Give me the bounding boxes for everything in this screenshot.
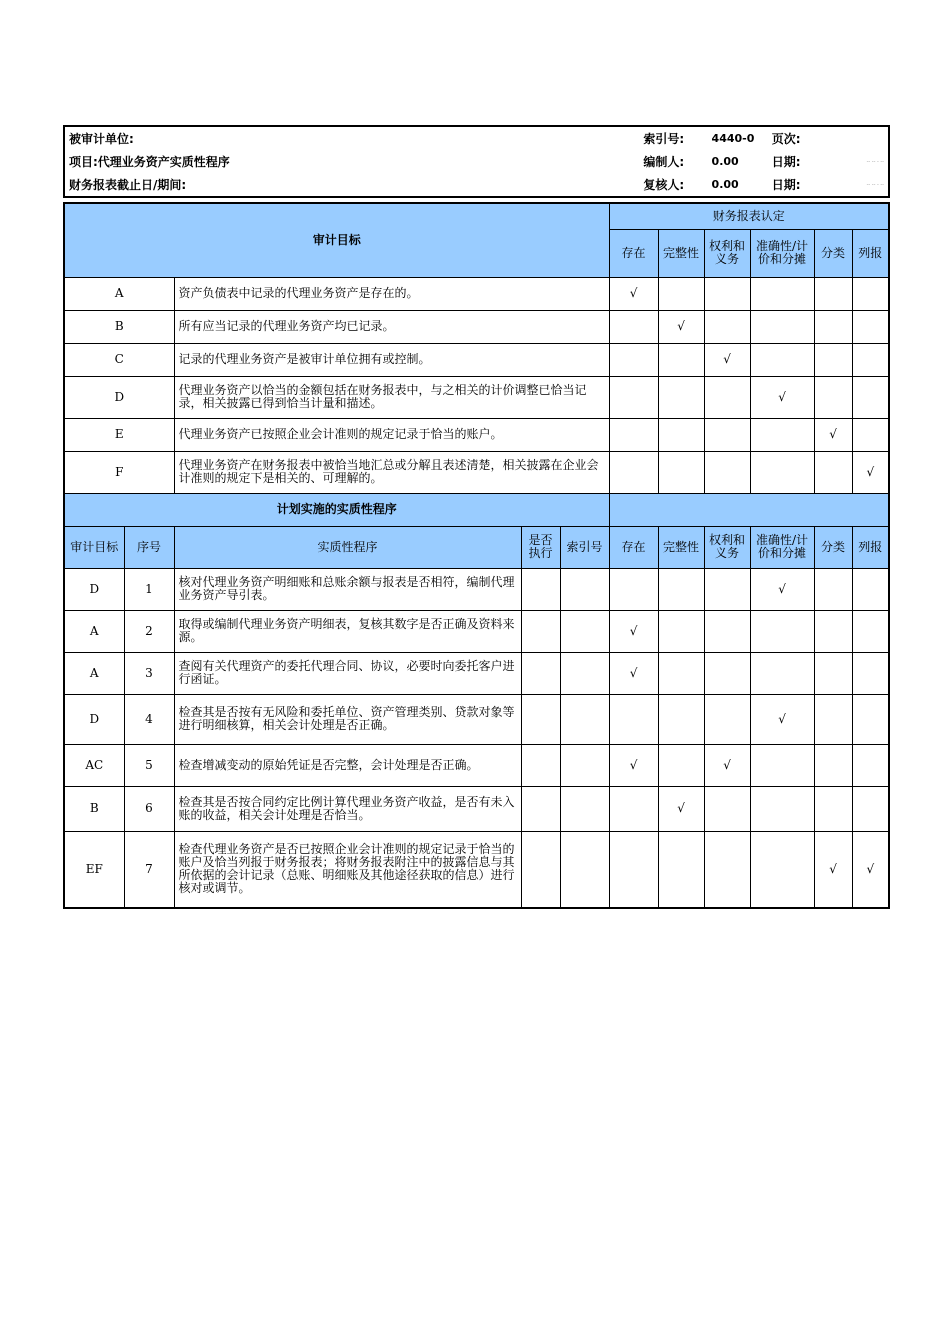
check-mark (609, 568, 658, 610)
reviewer-label: 复核人: (643, 178, 685, 192)
check-mark (852, 277, 889, 310)
check-mark (750, 786, 814, 831)
check-mark (814, 786, 852, 831)
procedure-row (64, 652, 889, 694)
check-mark (814, 652, 852, 694)
executed-cell[interactable] (521, 610, 560, 652)
check-mark (658, 277, 704, 310)
procedure-seq: 5 (124, 744, 174, 786)
objective-row (64, 277, 889, 310)
check-mark (750, 451, 814, 493)
procedure-row (64, 831, 889, 908)
assertion-header: 列报 (852, 526, 889, 568)
assertion-header: 存在 (609, 526, 658, 568)
workpaper-sheet (63, 125, 890, 909)
check-mark: √ (814, 831, 852, 908)
review-date-value: -- -- - -- (866, 181, 884, 188)
check-mark: √ (609, 652, 658, 694)
objective-text: 资产负债表中记录的代理业务资产是存在的。 (174, 277, 609, 310)
check-mark (704, 418, 750, 451)
check-mark (750, 310, 814, 343)
check-mark (609, 786, 658, 831)
executed-cell[interactable] (521, 831, 560, 908)
check-mark (814, 694, 852, 744)
check-mark (658, 418, 704, 451)
objective-code: A (64, 277, 174, 310)
check-mark (704, 694, 750, 744)
assertion-header: 完整性 (658, 526, 704, 568)
check-mark (814, 376, 852, 418)
procedure-row (64, 568, 889, 610)
check-mark (814, 310, 852, 343)
check-mark (658, 744, 704, 786)
procedure-text: 检查增减变动的原始凭证是否完整，会计处理是否正确。 (174, 744, 521, 786)
procedures-heading: 计划实施的实质性程序 (64, 493, 609, 526)
procedure-text: 取得或编制代理业务资产明细表，复核其数字是否正确及资料来源。 (174, 610, 521, 652)
check-mark (609, 831, 658, 908)
page-label: 页次: (771, 132, 801, 146)
check-mark (704, 652, 750, 694)
check-mark: √ (852, 831, 889, 908)
procedure-text: 检查其是否按合同约定比例计算代理业务资产收益，是否有未入账的收益，相关会计处理是否恰当。 (174, 786, 521, 831)
procedure-objective: B (64, 786, 124, 831)
check-mark (814, 744, 852, 786)
check-mark: √ (704, 744, 750, 786)
check-mark (658, 376, 704, 418)
index-cell[interactable] (560, 831, 609, 908)
executed-cell[interactable] (521, 744, 560, 786)
objective-row (64, 418, 889, 451)
procedure-text: 检查其是否按有无风险和委托单位、资产管理类别、贷款对象等进行明细核算，相关会计处理是否正确。 (174, 694, 521, 744)
assertion-header: 权利和义务 (704, 229, 750, 277)
procedure-text: 核对代理业务资产明细账和总账余额与报表是否相符，编制代理业务资产导引表。 (174, 568, 521, 610)
index-cell[interactable] (560, 744, 609, 786)
assertion-header: 完整性 (658, 229, 704, 277)
date-value: -- -- - -- (866, 158, 884, 165)
objective-code: F (64, 451, 174, 493)
review-date-label: 日期: (771, 178, 801, 192)
procedure-seq: 4 (124, 694, 174, 744)
check-mark (852, 418, 889, 451)
procedure-seq: 3 (124, 652, 174, 694)
check-mark (658, 610, 704, 652)
col-procedure: 实质性程序 (174, 526, 521, 568)
index-cell[interactable] (560, 652, 609, 694)
check-mark (658, 568, 704, 610)
check-mark (704, 786, 750, 831)
check-mark: √ (814, 418, 852, 451)
check-mark (658, 451, 704, 493)
check-mark: √ (750, 694, 814, 744)
assertion-header: 准确性/计价和分摊 (750, 526, 814, 568)
assertion-header: 分类 (814, 229, 852, 277)
procedure-seq: 1 (124, 568, 174, 610)
check-mark (658, 343, 704, 376)
procedure-row (64, 610, 889, 652)
procedure-table (63, 202, 890, 909)
check-mark (750, 418, 814, 451)
check-mark (704, 451, 750, 493)
date-label: 日期: (771, 155, 801, 169)
col-seq: 序号 (124, 526, 174, 568)
check-mark (750, 652, 814, 694)
check-mark (704, 310, 750, 343)
check-mark (750, 277, 814, 310)
objective-row (64, 451, 889, 493)
index-cell[interactable] (560, 694, 609, 744)
project-label: 项目:代理业务资产实质性程序 (69, 155, 230, 169)
procedure-seq: 7 (124, 831, 174, 908)
executed-cell[interactable] (521, 652, 560, 694)
check-mark (704, 277, 750, 310)
procedure-objective: D (64, 568, 124, 610)
objective-code: C (64, 343, 174, 376)
check-mark (750, 831, 814, 908)
objective-code: E (64, 418, 174, 451)
check-mark (750, 343, 814, 376)
assertions-heading: 财务报表认定 (609, 203, 889, 229)
col-executed: 是否执行 (521, 526, 560, 568)
executed-cell[interactable] (521, 568, 560, 610)
check-mark (750, 610, 814, 652)
check-mark (658, 652, 704, 694)
check-mark (852, 652, 889, 694)
check-mark (750, 744, 814, 786)
objective-text: 记录的代理业务资产是被审计单位拥有或控制。 (174, 343, 609, 376)
check-mark (609, 343, 658, 376)
procedure-row (64, 694, 889, 744)
check-mark: √ (750, 568, 814, 610)
check-mark (704, 376, 750, 418)
assertion-header: 准确性/计价和分摊 (750, 229, 814, 277)
check-mark (814, 610, 852, 652)
index-cell[interactable] (560, 568, 609, 610)
procedure-seq: 6 (124, 786, 174, 831)
executed-cell[interactable] (521, 694, 560, 744)
procedure-objective: A (64, 652, 124, 694)
assertion-header: 存在 (609, 229, 658, 277)
objective-text: 代理业务资产已按照企业会计准则的规定记录于恰当的账户。 (174, 418, 609, 451)
check-mark: √ (704, 343, 750, 376)
check-mark (609, 694, 658, 744)
check-mark (852, 568, 889, 610)
objective-row (64, 376, 889, 418)
check-mark (852, 744, 889, 786)
col-index: 索引号 (560, 526, 609, 568)
check-mark (609, 418, 658, 451)
check-mark (814, 451, 852, 493)
preparer-label: 编制人: (643, 155, 685, 169)
check-mark: √ (609, 744, 658, 786)
check-mark (852, 694, 889, 744)
objective-row (64, 310, 889, 343)
check-mark (609, 376, 658, 418)
assertion-header: 权利和义务 (704, 526, 750, 568)
check-mark (609, 310, 658, 343)
workpaper-header (63, 125, 890, 196)
objective-text: 所有应当记录的代理业务资产均已记录。 (174, 310, 609, 343)
executed-cell[interactable] (521, 786, 560, 831)
check-mark (852, 310, 889, 343)
index-value: 4440-0 (711, 132, 755, 145)
period-label: 财务报表截止日/期间: (69, 178, 187, 192)
procedure-row (64, 786, 889, 831)
check-mark (609, 451, 658, 493)
check-mark (814, 568, 852, 610)
check-mark: √ (609, 610, 658, 652)
procedure-objective: D (64, 694, 124, 744)
check-mark: √ (658, 786, 704, 831)
check-mark (852, 376, 889, 418)
procedure-seq: 2 (124, 610, 174, 652)
reviewer-value: 0.00 (711, 178, 739, 191)
check-mark (852, 343, 889, 376)
procedure-objective: EF (64, 831, 124, 908)
index-cell[interactable] (560, 786, 609, 831)
assertion-header: 分类 (814, 526, 852, 568)
preparer-value: 0.00 (711, 155, 739, 168)
check-mark (704, 610, 750, 652)
audited-unit-label: 被审计单位: (69, 132, 134, 146)
assertion-header: 列报 (852, 229, 889, 277)
check-mark (658, 831, 704, 908)
index-label: 索引号: (643, 132, 685, 146)
index-cell[interactable] (560, 610, 609, 652)
check-mark: √ (609, 277, 658, 310)
check-mark (704, 568, 750, 610)
objective-row (64, 343, 889, 376)
procedure-text: 查阅有关代理资产的委托代理合同、协议，必要时向委托客户进行函证。 (174, 652, 521, 694)
procedure-row (64, 744, 889, 786)
objective-code: D (64, 376, 174, 418)
check-mark (704, 831, 750, 908)
check-mark: √ (658, 310, 704, 343)
col-objective: 审计目标 (64, 526, 124, 568)
check-mark: √ (750, 376, 814, 418)
check-mark (852, 786, 889, 831)
check-mark (658, 694, 704, 744)
check-mark (814, 277, 852, 310)
check-mark: √ (852, 451, 889, 493)
objective-code: B (64, 310, 174, 343)
check-mark (814, 343, 852, 376)
procedure-objective: AC (64, 744, 124, 786)
objective-text: 代理业务资产以恰当的金额包括在财务报表中，与之相关的计价调整已恰当记录，相关披露已得到恰当计量和描述。 (174, 376, 609, 418)
check-mark (852, 610, 889, 652)
audit-objective-heading: 审计目标 (64, 203, 609, 277)
objective-text: 代理业务资产在财务报表中被恰当地汇总或分解且表述清楚，相关披露在企业会计准则的规定下是相关的、可理解的。 (174, 451, 609, 493)
procedure-text: 检查代理业务资产是否已按照企业会计准则的规定记录于恰当的账户及恰当列报于财务报表；将财务报表附注中的披露信息与其所依据的会计记录（总账、明细账及其他途径获取的信息）进行核对或调节。 (174, 831, 521, 908)
procedure-objective: A (64, 610, 124, 652)
